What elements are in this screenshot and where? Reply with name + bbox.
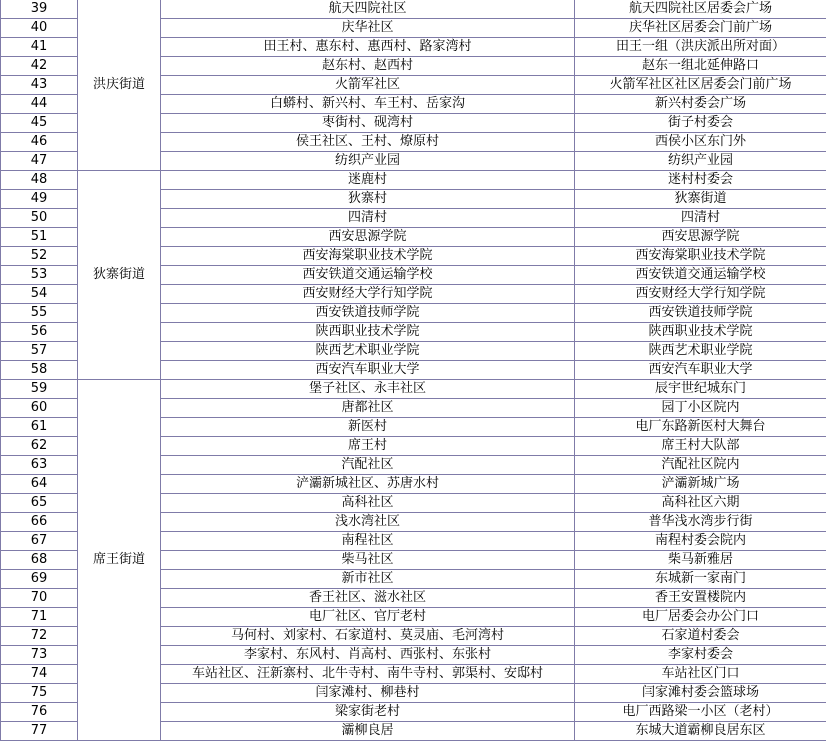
location-cell: 西安汽车职业大学 (575, 361, 826, 380)
row-number-cell: 64 (1, 475, 78, 494)
table-row (1, 380, 826, 399)
row-number-cell: 54 (1, 285, 78, 304)
street-name-cell: 洪庆街道 (78, 0, 161, 171)
row-number-cell: 57 (1, 342, 78, 361)
row-number-cell: 51 (1, 228, 78, 247)
location-cell: 西侯小区东门外 (575, 133, 826, 152)
location-cell: 纺织产业园 (575, 152, 826, 171)
community-cell: 李家村、东风村、肖高村、西张村、东张村 (161, 646, 575, 665)
community-cell: 新市社区 (161, 570, 575, 589)
row-number-cell: 46 (1, 133, 78, 152)
location-cell: 西安财经大学行知学院 (575, 285, 826, 304)
community-cell: 枣街村、砚湾村 (161, 114, 575, 133)
row-number-cell: 52 (1, 247, 78, 266)
community-cell: 浅水湾社区 (161, 513, 575, 532)
row-number-cell: 59 (1, 380, 78, 399)
community-cell: 灞柳良居 (161, 722, 575, 741)
location-cell: 高科社区六期 (575, 494, 826, 513)
street-name-cell: 席王街道 (78, 380, 161, 741)
location-cell: 电厂居委会办公门口 (575, 608, 826, 627)
row-number-cell: 63 (1, 456, 78, 475)
location-cell: 西安铁道交通运输学校 (575, 266, 826, 285)
table-body (1, 0, 826, 741)
community-cell: 田王村、惠东村、惠西村、路家湾村 (161, 38, 575, 57)
community-cell: 侯王社区、王村、燎原村 (161, 133, 575, 152)
location-cell: 电厂东路新医村大舞台 (575, 418, 826, 437)
location-cell: 李家村委会 (575, 646, 826, 665)
row-number-cell: 47 (1, 152, 78, 171)
community-cell: 西安海棠职业技术学院 (161, 247, 575, 266)
row-number-cell: 44 (1, 95, 78, 114)
row-number-cell: 53 (1, 266, 78, 285)
row-number-cell: 61 (1, 418, 78, 437)
community-cell: 汽配社区 (161, 456, 575, 475)
location-cell: 石家道村委会 (575, 627, 826, 646)
row-number-cell: 58 (1, 361, 78, 380)
community-cell: 堡子社区、永丰社区 (161, 380, 575, 399)
location-cell: 街子村委会 (575, 114, 826, 133)
row-number-cell: 50 (1, 209, 78, 228)
location-cell: 闫家滩村委会篮球场 (575, 684, 826, 703)
community-cell: 迷鹿村 (161, 171, 575, 190)
location-cell: 陕西职业技术学院 (575, 323, 826, 342)
community-cell: 纺织产业园 (161, 152, 575, 171)
location-cell: 柴马新雅居 (575, 551, 826, 570)
location-cell: 辰宇世纪城东门 (575, 380, 826, 399)
location-cell: 四清村 (575, 209, 826, 228)
row-number-cell: 73 (1, 646, 78, 665)
row-number-cell: 71 (1, 608, 78, 627)
community-cell: 西安铁道技师学院 (161, 304, 575, 323)
location-cell: 浐灞新城广场 (575, 475, 826, 494)
location-cell: 西安铁道技师学院 (575, 304, 826, 323)
row-number-cell: 40 (1, 19, 78, 38)
row-number-cell: 66 (1, 513, 78, 532)
row-number-cell: 62 (1, 437, 78, 456)
location-cell: 园丁小区院内 (575, 399, 826, 418)
row-number-cell: 68 (1, 551, 78, 570)
location-cell: 火箭军社区社区居委会门前广场 (575, 76, 826, 95)
row-number-cell: 49 (1, 190, 78, 209)
location-cell: 庆华社区居委会门前广场 (575, 19, 826, 38)
row-number-cell: 75 (1, 684, 78, 703)
row-number-cell: 42 (1, 57, 78, 76)
location-cell: 西安海棠职业技术学院 (575, 247, 826, 266)
community-cell: 陕西艺术职业学院 (161, 342, 575, 361)
location-cell: 田王一组（洪庆派出所对面） (575, 38, 826, 57)
row-number-cell: 45 (1, 114, 78, 133)
community-cell: 柴马社区 (161, 551, 575, 570)
row-number-cell: 43 (1, 76, 78, 95)
location-cell: 航天四院社区居委会广场 (575, 0, 826, 19)
row-number-cell: 70 (1, 589, 78, 608)
location-cell: 香王安置楼院内 (575, 589, 826, 608)
location-cell: 南程村委会院内 (575, 532, 826, 551)
community-cell: 西安财经大学行知学院 (161, 285, 575, 304)
table-row (1, 0, 826, 19)
location-cell: 汽配社区院内 (575, 456, 826, 475)
row-number-cell: 76 (1, 703, 78, 722)
community-cell: 电厂社区、官厅老村 (161, 608, 575, 627)
location-cell: 陕西艺术职业学院 (575, 342, 826, 361)
row-number-cell: 65 (1, 494, 78, 513)
location-cell: 电厂西路梁一小区（老村） (575, 703, 826, 722)
location-cell: 赵东一组北延伸路口 (575, 57, 826, 76)
community-cell: 四清村 (161, 209, 575, 228)
community-cell: 车站社区、汪新寨村、北牛寺村、南牛寺村、郭渠村、安邸村 (161, 665, 575, 684)
location-cell: 车站社区门口 (575, 665, 826, 684)
row-number-cell: 69 (1, 570, 78, 589)
community-cell: 马何村、刘家村、石家道村、莫灵庙、毛河湾村 (161, 627, 575, 646)
community-cell: 席王村 (161, 437, 575, 456)
location-cell: 东城大道霸柳良居东区 (575, 722, 826, 741)
community-cell: 狄寨村 (161, 190, 575, 209)
community-cell: 梁家街老村 (161, 703, 575, 722)
community-cell: 新医村 (161, 418, 575, 437)
row-number-cell: 67 (1, 532, 78, 551)
row-number-cell: 60 (1, 399, 78, 418)
row-number-cell: 48 (1, 171, 78, 190)
community-cell: 南程社区 (161, 532, 575, 551)
location-cell: 迷村村委会 (575, 171, 826, 190)
community-cell: 白蟒村、新兴村、车王村、岳家沟 (161, 95, 575, 114)
row-number-cell: 74 (1, 665, 78, 684)
location-cell: 狄寨街道 (575, 190, 826, 209)
row-number-cell: 39 (1, 0, 78, 19)
row-number-cell: 72 (1, 627, 78, 646)
location-cell: 新兴村委会广场 (575, 95, 826, 114)
row-number-cell: 56 (1, 323, 78, 342)
community-cell: 庆华社区 (161, 19, 575, 38)
row-number-cell: 55 (1, 304, 78, 323)
community-cell: 赵东村、赵西村 (161, 57, 575, 76)
community-cell: 唐都社区 (161, 399, 575, 418)
row-number-cell: 77 (1, 722, 78, 741)
community-cell: 航天四院社区 (161, 0, 575, 19)
location-cell: 席王村大队部 (575, 437, 826, 456)
location-cell: 普华浅水湾步行街 (575, 513, 826, 532)
community-cell: 陕西职业技术学院 (161, 323, 575, 342)
community-cell: 香王社区、滋水社区 (161, 589, 575, 608)
table-row (1, 171, 826, 190)
community-cell: 闫家滩村、柳巷村 (161, 684, 575, 703)
row-number-cell: 41 (1, 38, 78, 57)
location-cell: 西安思源学院 (575, 228, 826, 247)
street-name-cell: 狄寨街道 (78, 171, 161, 380)
community-cell: 高科社区 (161, 494, 575, 513)
location-cell: 东城新一家南门 (575, 570, 826, 589)
community-cell: 西安思源学院 (161, 228, 575, 247)
community-cell: 浐灞新城社区、苏唐水村 (161, 475, 575, 494)
community-cell: 火箭军社区 (161, 76, 575, 95)
community-cell: 西安铁道交通运输学校 (161, 266, 575, 285)
community-cell: 西安汽车职业大学 (161, 361, 575, 380)
